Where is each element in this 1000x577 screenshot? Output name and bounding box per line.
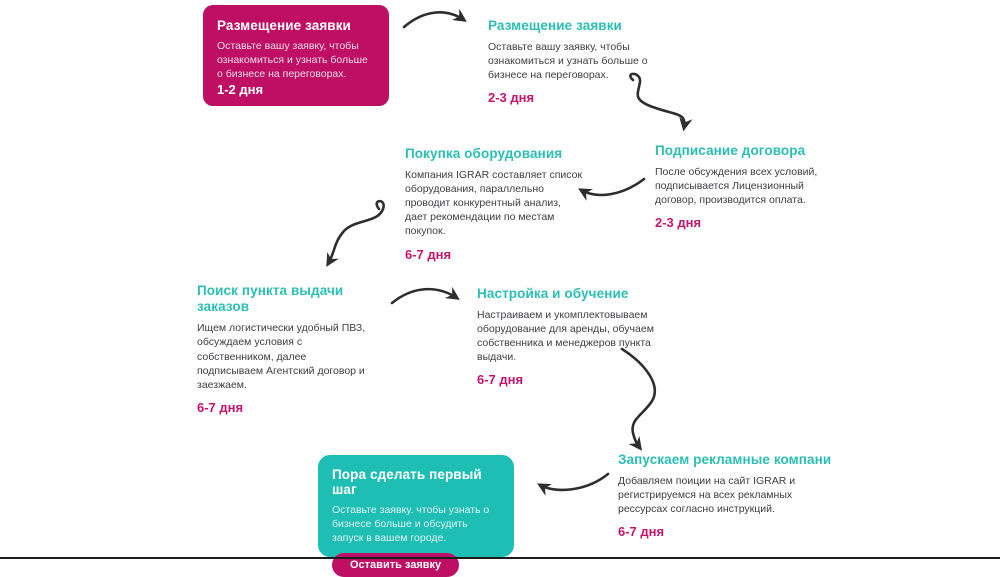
step-title: Настройка и обучение [477,286,629,301]
step-title: Размещение заявки [488,18,622,33]
curved-arrow-right-icon [392,289,457,303]
step-title: Размещение заявки [217,18,351,33]
curved-arrow-right-icon [404,12,464,27]
cta-card [318,455,514,571]
step-title: Запускаем рекламные компани [618,452,832,467]
leave-request-button[interactable]: Оставить заявку [332,553,459,577]
step-placement [488,18,652,105]
step-duration: 2-3 дня [488,90,535,106]
step-pickup-point-search [197,283,375,415]
step-description: Компания IGRAR составляет список оборудования, параллельно проводит конкурентный анализ, дает рекомендации по местам покупок. [405,169,583,238]
step-description: Настраиваем и укомплектовываем оборудование для аренды, обучаем собственника и менеджеров пункта выдачи. [477,309,654,364]
step-duration: 6-7 дня [405,246,452,262]
step-duration: 2-3 дня [655,215,702,231]
step-description: Ищем логистически удобный ПВЗ, обсуждаем условия с собственником, далее подписываем Агентский договор и заезжаем. [197,322,366,391]
step-equipment-purchase [405,146,585,262]
curved-arrow-left-icon [540,474,608,490]
step-description: После обсуждения всех условий, подписывается Лицензионный договор, производится оплата. [655,166,818,207]
squiggle-arrow-down-left-icon [328,201,384,264]
step-duration: 1-2 дня [217,81,264,97]
step-title: Подписание договора [655,143,806,158]
step-launch-ads [618,452,868,539]
step-setup-training [477,286,661,387]
bottom-divider [0,557,1000,559]
step-duration: 6-7 дня [197,399,244,415]
step-duration: 6-7 дня [477,372,524,388]
start-step-card [203,5,389,106]
step-description: Оставьте вашу заявку, чтобы ознакомиться и узнать больше о бизнесе на переговорах. [217,40,368,80]
step-description: Оставьте вашу заявку, чтобы ознакомиться и узнать больше о бизнесе на переговорах. [488,41,648,82]
step-title: Покупка оборудования [405,146,563,161]
curved-arrow-left-icon [581,179,644,195]
cta-description: Оставьте заявку. чтобы узнать о бизнесе больше и обсудить запуск в вашем городе. [332,504,490,544]
step-description: Добавляем поиции на сайт IGRAR и регистрируемся на всех рекламных рессурсах согласно инструкций. [618,475,796,516]
cta-title: Пора сделать первый шаг [332,467,482,497]
step-duration: 6-7 дня [618,524,665,540]
step-contract-signing [655,143,833,230]
step-title: Поиск пункта выдачи заказов [197,283,344,315]
